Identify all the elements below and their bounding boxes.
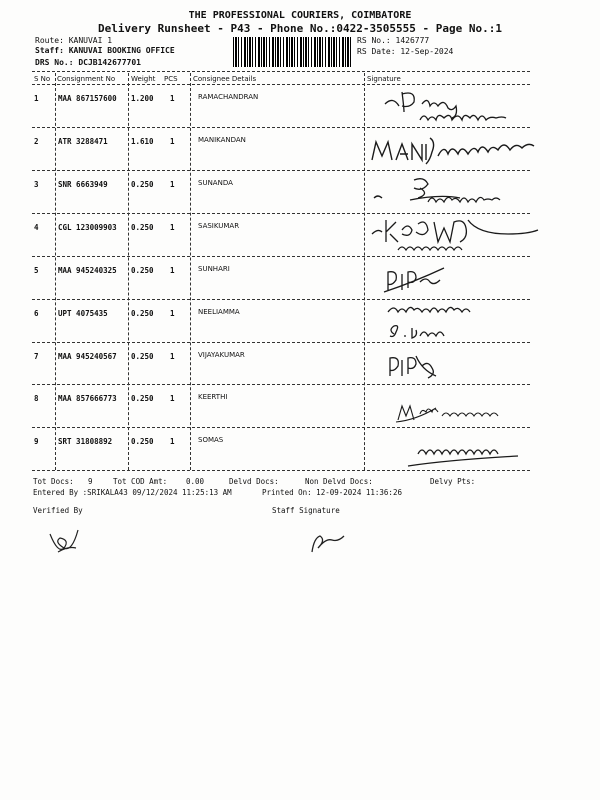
row-sno: 9: [34, 437, 39, 446]
row-consignment: MAA 857666773: [58, 394, 117, 403]
row-sno: 5: [34, 266, 39, 275]
handwritten-signature: [380, 262, 490, 302]
row-sno: 4: [34, 223, 39, 232]
drs-number: DRS No.: DCJB142677701: [35, 58, 141, 67]
table-top-rule: [32, 71, 530, 72]
row-pcs: 1: [170, 394, 175, 403]
rs-date: RS Date: 12-Sep-2024: [357, 47, 454, 56]
row-pcs: 1: [170, 180, 175, 189]
row-pcs: 1: [170, 137, 175, 146]
row-consignment: SNR 6663949: [58, 180, 108, 189]
row-pcs: 1: [170, 352, 175, 361]
row-weight: 0.250: [131, 309, 154, 318]
column-rule: [190, 73, 191, 470]
staff-label: Staff: KANUVAI BOOKING OFFICE: [35, 46, 175, 55]
handwritten-signature: [378, 432, 538, 476]
handwritten-signature: [370, 172, 550, 216]
delvy-pts-label: Delvy Pts:: [430, 477, 476, 486]
col-header-signature: Signature: [367, 75, 401, 83]
handwritten-signature: [380, 298, 550, 348]
tot-docs-value: 9: [88, 477, 93, 486]
row-sno: 3: [34, 180, 39, 189]
row-pcs: 1: [170, 223, 175, 232]
row-weight: 1.200: [131, 94, 154, 103]
handwritten-signature: [382, 346, 482, 390]
row-weight: 1.610: [131, 137, 154, 146]
row-sno: 7: [34, 352, 39, 361]
col-header-details: Consignee Details: [193, 75, 257, 83]
row-weight: 0.250: [131, 394, 154, 403]
row-consignment: UPT 4075435: [58, 309, 108, 318]
entered-by: Entered By :SRIKALA43 09/12/2024 11:25:13 AM: [33, 488, 232, 497]
row-sno: 8: [34, 394, 39, 403]
row-consignment: CGL 123009903: [58, 223, 117, 232]
row-consignee: KEERTHI: [198, 393, 228, 401]
handwritten-signature: [392, 390, 532, 438]
row-consignee: SOMAS: [198, 436, 224, 444]
row-consignee: SASIKUMAR: [198, 222, 240, 230]
tot-docs-label: Tot Docs:: [33, 477, 74, 486]
runsheet-title: Delivery Runsheet - P43 - Phone No.:0422-3505555 - Page No.:1: [98, 22, 502, 35]
route-label: Route: KANUVAI 1: [35, 36, 113, 45]
column-rule: [364, 73, 365, 470]
tot-cod-value: 0.00: [186, 477, 205, 486]
column-rule: [55, 73, 56, 470]
row-consignment: MAA 945240567: [58, 352, 117, 361]
row-sno: 1: [34, 94, 39, 103]
verified-by-label: Verified By: [33, 506, 83, 515]
row-sno: 2: [34, 137, 39, 146]
row-consignee: RAMACHANDRAN: [198, 93, 259, 101]
col-header-consignment: Consignment No: [57, 75, 116, 83]
staff-signature-label: Staff Signature: [272, 506, 340, 515]
row-consignment: MAA 945240325: [58, 266, 117, 275]
row-weight: 0.250: [131, 437, 154, 446]
row-pcs: 1: [170, 309, 175, 318]
table-header-rule: [32, 84, 530, 85]
company-name: THE PROFESSIONAL COURIERS, COIMBATORE: [188, 10, 412, 21]
handwritten-signature: [368, 214, 548, 262]
rs-number: RS No.: 1426777: [357, 36, 430, 45]
staff-signature-mark: [306, 526, 346, 560]
row-consignment: SRT 31808892: [58, 437, 113, 446]
col-header-pcs: PCS: [164, 75, 178, 83]
row-consignment: ATR 3288471: [58, 137, 108, 146]
barcode: [233, 37, 353, 67]
row-weight: 0.250: [131, 352, 154, 361]
printed-on: Printed On: 12-09-2024 11:36:26: [262, 488, 402, 497]
row-weight: 0.250: [131, 266, 154, 275]
row-weight: 0.250: [131, 180, 154, 189]
row-pcs: 1: [170, 437, 175, 446]
row-pcs: 1: [170, 266, 175, 275]
verifier-signature: [44, 524, 84, 562]
row-consignee: SUNANDA: [198, 179, 233, 187]
delvd-docs-label: Delvd Docs:: [229, 477, 279, 486]
column-rule: [128, 73, 129, 470]
row-weight: 0.250: [131, 223, 154, 232]
handwritten-signature: [380, 86, 560, 132]
row-consignment: MAA 867157600: [58, 94, 117, 103]
col-header-weight: Weight: [131, 75, 156, 83]
tot-cod-label: Tot COD Amt:: [113, 477, 168, 486]
row-consignee: SUNHARI: [198, 265, 230, 273]
row-consignee: NEELIAMMA: [198, 308, 240, 316]
handwritten-signature: [368, 132, 558, 176]
row-pcs: 1: [170, 94, 175, 103]
row-consignee: VIJAYAKUMAR: [198, 351, 245, 359]
col-header-sno: S No: [34, 75, 51, 83]
row-consignee: MANIKANDAN: [198, 136, 246, 144]
non-delvd-docs-label: Non Delvd Docs:: [305, 477, 373, 486]
row-sno: 6: [34, 309, 39, 318]
